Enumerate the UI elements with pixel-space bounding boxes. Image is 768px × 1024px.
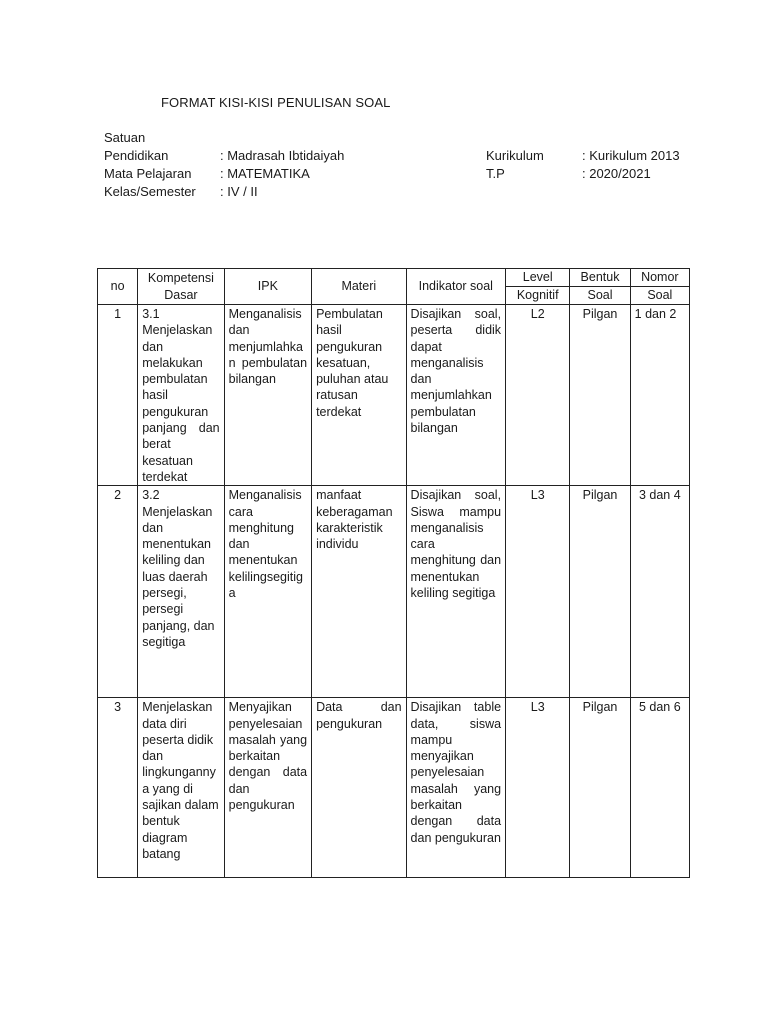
pendidikan-label: Pendidikan <box>104 148 169 163</box>
cell-indikator: Disajikan soal, peserta didik dapat menganalisis dan menjumlahkan pembulatan bilangan <box>406 305 506 486</box>
kelas-label: Kelas/Semester <box>104 184 196 199</box>
table-row <box>98 698 690 878</box>
header-kompetensi-dasar: Kompetensi Dasar <box>138 269 224 305</box>
cell-bentuk: Pilgan <box>570 486 630 698</box>
header-ipk: IPK <box>224 269 311 305</box>
satuan-label: Satuan <box>104 130 146 145</box>
cell-kompetensi-dasar: Menjelaskan data diri peserta didik dan lingkungannya yang di sajikan dalam bentuk diagram batang <box>138 698 224 878</box>
cell-nomor: 1 dan 2 <box>630 305 689 486</box>
cell-materi: manfaat keberagaman karakteristik individu <box>312 486 406 698</box>
kurikulum-value: : Kurikulum 2013 <box>582 148 680 163</box>
cell-bentuk: Pilgan <box>570 305 630 486</box>
header-level-bottom: Kognitif <box>506 287 570 305</box>
info-row-mapel <box>104 165 704 183</box>
header-level-top: Level <box>506 269 570 287</box>
cell-ipk: Menyajikan penyelesaian masalah yang berkaitan dengan data dan pengukuran <box>224 698 311 878</box>
cell-kompetensi-dasar: 3.2 Menjelaskan dan menentukan keliling dan luas daerah persegi, persegi panjang, dan segitiga <box>138 486 224 698</box>
cell-ipk: Menganalisis cara menghitung dan menentukan kelilingsegitiga <box>224 486 311 698</box>
cell-nomor: 5 dan 6 <box>630 698 689 878</box>
table-row <box>98 486 690 698</box>
cell-materi: Data dan pengukuran <box>312 698 406 878</box>
header-nomor-top: Nomor <box>630 269 689 287</box>
cell-no: 3 <box>98 698 138 878</box>
header-no: no <box>98 269 138 305</box>
tp-label: T.P <box>486 166 505 181</box>
header-nomor-bottom: Soal <box>630 287 689 305</box>
cell-bentuk: Pilgan <box>570 698 630 878</box>
cell-no: 1 <box>98 305 138 486</box>
cell-level: L2 <box>506 305 570 486</box>
identity-block <box>104 129 704 201</box>
info-row-satuan <box>104 129 704 147</box>
info-row-kelas <box>104 183 704 201</box>
cell-level: L3 <box>506 698 570 878</box>
cell-no: 2 <box>98 486 138 698</box>
header-bentuk-top: Bentuk <box>570 269 630 287</box>
cell-materi: Pembulatan hasil pengukuran kesatuan, puluhan atau ratusan terdekat <box>312 305 406 486</box>
cell-nomor: 3 dan 4 <box>630 486 689 698</box>
table-header-row <box>98 269 690 287</box>
header-bentuk-bottom: Soal <box>570 287 630 305</box>
table-row <box>98 305 690 486</box>
header-materi: Materi <box>312 269 406 305</box>
pendidikan-value: : Madrasah Ibtidaiyah <box>220 148 345 163</box>
cell-ipk: Menganalisis dan menjumlahkan pembulatan bilangan <box>224 305 311 486</box>
cell-indikator: Disajikan table data, siswa mampu menyajikan penyelesaian masalah yang berkaitan dengan data dan pengukuran <box>406 698 506 878</box>
cell-kompetensi-dasar: 3.1 Menjelaskan dan melakukan pembulatan hasil pengukuran panjang dan berat kesatuan terdekat <box>138 305 224 486</box>
kurikulum-label: Kurikulum <box>486 148 544 163</box>
cell-indikator: Disajikan soal, Siswa mampu menganalisis cara menghitung dan menentukan keliling segitiga <box>406 486 506 698</box>
tp-value: : 2020/2021 <box>582 166 651 181</box>
cell-level: L3 <box>506 486 570 698</box>
kelas-value: : IV / II <box>220 184 258 199</box>
mapel-label: Mata Pelajaran <box>104 166 192 181</box>
mapel-value: : MATEMATIKA <box>220 166 310 181</box>
document-title: FORMAT KISI-KISI PENULISAN SOAL <box>161 95 391 110</box>
header-indikator-soal: Indikator soal <box>406 269 506 305</box>
info-row-pendidikan <box>104 147 704 165</box>
kisi-kisi-table <box>97 268 690 878</box>
